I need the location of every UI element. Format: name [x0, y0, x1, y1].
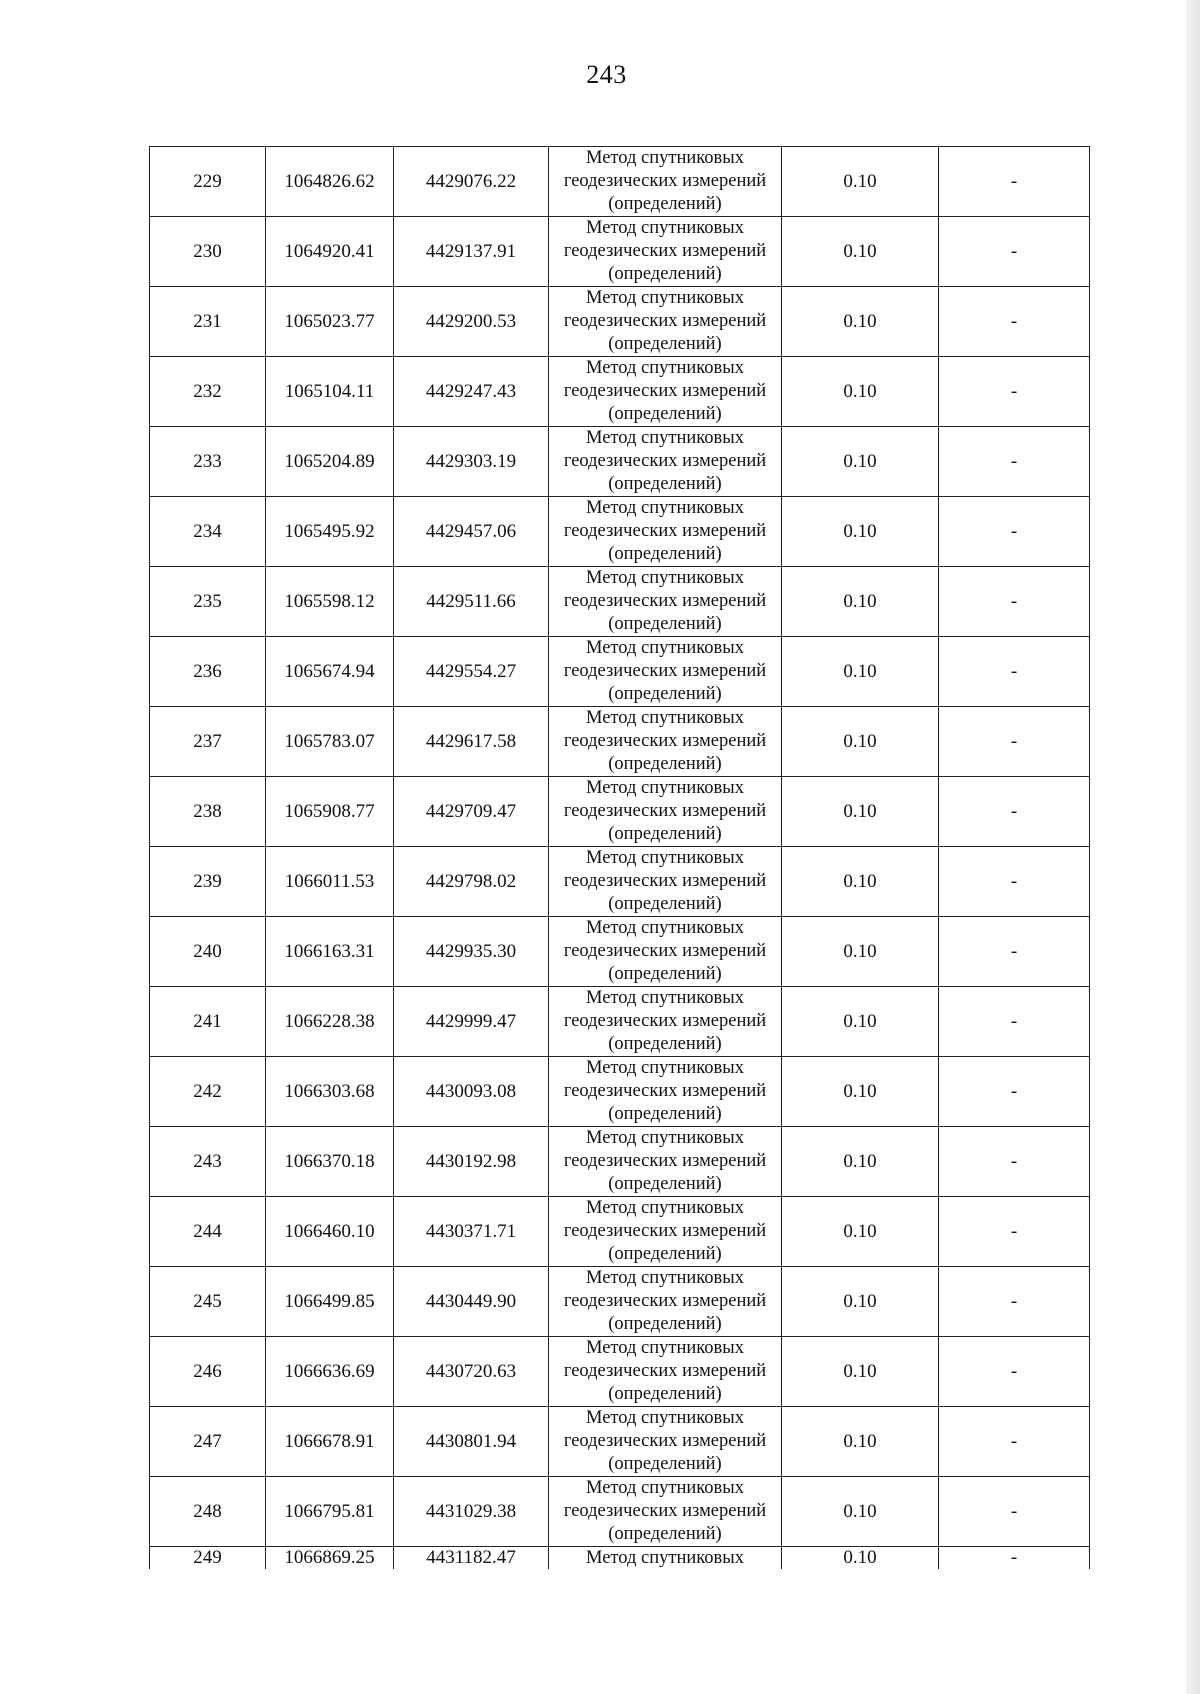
method-cell — [549, 917, 782, 987]
y-coordinate-cell: 4429247.43 — [394, 357, 549, 427]
method-line: (определений) — [608, 544, 722, 564]
y-coordinate-cell: 4429303.19 — [394, 427, 549, 497]
point-number-cell: 241 — [150, 987, 266, 1057]
y-coordinate-cell: 4429617.58 — [394, 707, 549, 777]
point-number-cell: 247 — [150, 1407, 266, 1477]
method-cell — [549, 147, 782, 217]
method-cell — [549, 1407, 782, 1477]
y-coordinate-cell: 4429798.02 — [394, 847, 549, 917]
method-line: (определений) — [608, 474, 722, 494]
note-cell: - — [939, 917, 1090, 987]
method-line: Метод спутниковых — [586, 918, 744, 938]
method-line: (определений) — [608, 964, 722, 984]
x-coordinate-cell: 1065104.11 — [266, 357, 394, 427]
accuracy-cell: 0.10 — [782, 497, 939, 567]
y-coordinate-cell: 4430192.98 — [394, 1127, 549, 1197]
method-line: Метод спутниковых — [586, 568, 744, 588]
table-row — [150, 1127, 1090, 1197]
method-line: (определений) — [608, 754, 722, 774]
x-coordinate-cell: 1065908.77 — [266, 777, 394, 847]
accuracy-cell: 0.10 — [782, 1057, 939, 1127]
table-row-partial — [150, 1547, 1090, 1570]
accuracy-cell: 0.10 — [782, 1477, 939, 1547]
accuracy-cell: 0.10 — [782, 567, 939, 637]
method-cell — [549, 847, 782, 917]
method-line: геодезических измерений — [563, 1151, 767, 1171]
accuracy-cell: 0.10 — [782, 1407, 939, 1477]
note-cell: - — [939, 1197, 1090, 1267]
method-line: геодезических измерений — [563, 1081, 767, 1101]
method-cell — [549, 217, 782, 287]
method-line: геодезических измерений — [563, 451, 767, 471]
table-row — [150, 217, 1090, 287]
method-line: геодезических измерений — [563, 311, 767, 331]
method-line: геодезических измерений — [563, 1431, 767, 1451]
method-cell — [549, 497, 782, 567]
note-cell: - — [939, 287, 1090, 357]
point-number-cell: 246 — [150, 1337, 266, 1407]
method-line: Метод спутниковых — [586, 1408, 744, 1428]
x-coordinate-cell: 1064920.41 — [266, 217, 394, 287]
method-line: Метод спутниковых — [586, 1058, 744, 1078]
note-cell: - — [939, 847, 1090, 917]
y-coordinate-cell: 4429935.30 — [394, 917, 549, 987]
method-line: Метод спутниковых — [586, 848, 744, 868]
method-line: Метод спутниковых — [586, 988, 744, 1008]
accuracy-cell: 0.10 — [782, 917, 939, 987]
table-row — [150, 1477, 1090, 1547]
note-cell: - — [939, 1477, 1090, 1547]
y-coordinate-cell: 4430449.90 — [394, 1267, 549, 1337]
note-cell: - — [939, 217, 1090, 287]
note-cell: - — [939, 1267, 1090, 1337]
table-row — [150, 777, 1090, 847]
x-coordinate-cell: 1065204.89 — [266, 427, 394, 497]
method-line: Метод спутниковых — [586, 288, 744, 308]
method-line: (определений) — [608, 264, 722, 284]
accuracy-cell: 0.10 — [782, 217, 939, 287]
method-line: (определений) — [608, 1174, 722, 1194]
accuracy-cell: 0.10 — [782, 1197, 939, 1267]
method-line: (определений) — [608, 684, 722, 704]
method-cell — [549, 1127, 782, 1197]
point-number-cell: 236 — [150, 637, 266, 707]
y-coordinate-cell: 4429554.27 — [394, 637, 549, 707]
table-row — [150, 637, 1090, 707]
method-line: геодезических измерений — [563, 941, 767, 961]
note-cell: - — [939, 357, 1090, 427]
accuracy-cell: 0.10 — [782, 987, 939, 1057]
y-coordinate-cell: 4431182.47 — [394, 1547, 549, 1570]
method-line: геодезических измерений — [563, 241, 767, 261]
table-row — [150, 287, 1090, 357]
y-coordinate-cell: 4430801.94 — [394, 1407, 549, 1477]
table-row — [150, 1407, 1090, 1477]
method-line: Метод спутниковых — [586, 1478, 744, 1498]
method-line: (определений) — [608, 1244, 722, 1264]
accuracy-cell: 0.10 — [782, 1547, 939, 1570]
point-number-cell: 229 — [150, 147, 266, 217]
x-coordinate-cell: 1066370.18 — [266, 1127, 394, 1197]
method-line: геодезических измерений — [563, 1221, 767, 1241]
note-cell: - — [939, 777, 1090, 847]
method-line: геодезических измерений — [563, 731, 767, 751]
table-row — [150, 987, 1090, 1057]
x-coordinate-cell: 1066011.53 — [266, 847, 394, 917]
y-coordinate-cell: 4430093.08 — [394, 1057, 549, 1127]
method-cell — [549, 1337, 782, 1407]
point-number-cell: 243 — [150, 1127, 266, 1197]
x-coordinate-cell: 1066795.81 — [266, 1477, 394, 1547]
x-coordinate-cell: 1066636.69 — [266, 1337, 394, 1407]
point-number-cell: 231 — [150, 287, 266, 357]
note-cell: - — [939, 1127, 1090, 1197]
method-line: (определений) — [608, 1104, 722, 1124]
x-coordinate-cell: 1066163.31 — [266, 917, 394, 987]
accuracy-cell: 0.10 — [782, 777, 939, 847]
x-coordinate-cell: 1066869.25 — [266, 1547, 394, 1570]
table-row — [150, 1057, 1090, 1127]
method-line: геодезических измерений — [563, 521, 767, 541]
y-coordinate-cell: 4431029.38 — [394, 1477, 549, 1547]
method-line: Метод спутниковых — [586, 1128, 744, 1148]
method-line: (определений) — [608, 334, 722, 354]
method-cell — [549, 357, 782, 427]
point-number-cell: 230 — [150, 217, 266, 287]
table-row — [150, 917, 1090, 987]
note-cell: - — [939, 987, 1090, 1057]
accuracy-cell: 0.10 — [782, 287, 939, 357]
method-line: геодезических измерений — [563, 1361, 767, 1381]
method-line: Метод спутниковых — [586, 498, 744, 518]
method-line: (определений) — [608, 404, 722, 424]
y-coordinate-cell: 4429076.22 — [394, 147, 549, 217]
method-line: Метод спутниковых — [586, 148, 744, 168]
point-number-cell: 248 — [150, 1477, 266, 1547]
method-cell — [549, 707, 782, 777]
point-number-cell: 245 — [150, 1267, 266, 1337]
x-coordinate-cell: 1065023.77 — [266, 287, 394, 357]
accuracy-cell: 0.10 — [782, 1337, 939, 1407]
table-row — [150, 427, 1090, 497]
point-number-cell: 249 — [150, 1547, 266, 1570]
note-cell: - — [939, 497, 1090, 567]
note-cell: - — [939, 1337, 1090, 1407]
method-cell — [549, 1477, 782, 1547]
method-line: (определений) — [608, 1314, 722, 1334]
accuracy-cell: 0.10 — [782, 357, 939, 427]
y-coordinate-cell: 4430720.63 — [394, 1337, 549, 1407]
method-line: Метод спутниковых — [586, 708, 744, 728]
table-row — [150, 497, 1090, 567]
method-cell — [549, 1197, 782, 1267]
method-cell — [549, 637, 782, 707]
y-coordinate-cell: 4429999.47 — [394, 987, 549, 1057]
method-cell — [549, 1057, 782, 1127]
note-cell: - — [939, 1547, 1090, 1570]
page-number: 243 — [586, 60, 627, 89]
method-cell — [549, 567, 782, 637]
y-coordinate-cell: 4429511.66 — [394, 567, 549, 637]
note-cell: - — [939, 1057, 1090, 1127]
accuracy-cell: 0.10 — [782, 707, 939, 777]
accuracy-cell: 0.10 — [782, 1267, 939, 1337]
table-row — [150, 1197, 1090, 1267]
x-coordinate-cell: 1066303.68 — [266, 1057, 394, 1127]
point-number-cell: 235 — [150, 567, 266, 637]
method-line: геодезических измерений — [563, 381, 767, 401]
point-number-cell: 242 — [150, 1057, 266, 1127]
method-line: геодезических измерений — [563, 1291, 767, 1311]
method-line: Метод спутниковых — [586, 1268, 744, 1288]
method-cell — [549, 287, 782, 357]
method-line: геодезических измерений — [563, 171, 767, 191]
y-coordinate-cell: 4429137.91 — [394, 217, 549, 287]
note-cell: - — [939, 567, 1090, 637]
accuracy-cell: 0.10 — [782, 1127, 939, 1197]
point-number-cell: 239 — [150, 847, 266, 917]
method-line: (определений) — [608, 824, 722, 844]
x-coordinate-cell: 1065783.07 — [266, 707, 394, 777]
method-cell: Метод спутниковых — [549, 1547, 782, 1570]
coordinates-table-body — [150, 147, 1090, 1570]
method-line: геодезических измерений — [563, 871, 767, 891]
y-coordinate-cell: 4429457.06 — [394, 497, 549, 567]
point-number-cell: 234 — [150, 497, 266, 567]
method-line: (определений) — [608, 614, 722, 634]
accuracy-cell: 0.10 — [782, 427, 939, 497]
method-line: Метод спутниковых — [586, 358, 744, 378]
method-line: Метод спутниковых — [586, 428, 744, 448]
method-cell — [549, 1267, 782, 1337]
method-line: (определений) — [608, 1454, 722, 1474]
note-cell: - — [939, 707, 1090, 777]
y-coordinate-cell: 4429709.47 — [394, 777, 549, 847]
x-coordinate-cell: 1065598.12 — [266, 567, 394, 637]
method-cell — [549, 427, 782, 497]
method-line: геодезических измерений — [563, 1501, 767, 1521]
note-cell: - — [939, 637, 1090, 707]
method-line: (определений) — [608, 1034, 722, 1054]
method-line: Метод спутниковых — [586, 778, 744, 798]
scan-edge — [1186, 0, 1200, 1694]
point-number-cell: 244 — [150, 1197, 266, 1267]
method-line: Метод спутниковых — [586, 1338, 744, 1358]
accuracy-cell: 0.10 — [782, 847, 939, 917]
table-row — [150, 147, 1090, 217]
point-number-cell: 233 — [150, 427, 266, 497]
accuracy-cell: 0.10 — [782, 637, 939, 707]
x-coordinate-cell: 1064826.62 — [266, 147, 394, 217]
x-coordinate-cell: 1065674.94 — [266, 637, 394, 707]
method-line: геодезических измерений — [563, 591, 767, 611]
note-cell: - — [939, 147, 1090, 217]
note-cell: - — [939, 427, 1090, 497]
point-number-cell: 238 — [150, 777, 266, 847]
note-cell: - — [939, 1407, 1090, 1477]
coordinates-table — [149, 146, 1090, 1569]
accuracy-cell: 0.10 — [782, 147, 939, 217]
table-row — [150, 847, 1090, 917]
x-coordinate-cell: 1066499.85 — [266, 1267, 394, 1337]
table-row — [150, 357, 1090, 427]
method-line: (определений) — [608, 1524, 722, 1544]
point-number-cell: 232 — [150, 357, 266, 427]
y-coordinate-cell: 4429200.53 — [394, 287, 549, 357]
method-line: (определений) — [608, 194, 722, 214]
method-cell — [549, 777, 782, 847]
table-row — [150, 707, 1090, 777]
method-line: геодезических измерений — [563, 1011, 767, 1031]
method-line: Метод спутниковых — [586, 1198, 744, 1218]
method-line: Метод спутниковых — [586, 638, 744, 658]
x-coordinate-cell: 1066460.10 — [266, 1197, 394, 1267]
point-number-cell: 240 — [150, 917, 266, 987]
x-coordinate-cell: 1065495.92 — [266, 497, 394, 567]
method-line: геодезических измерений — [563, 801, 767, 821]
method-cell — [549, 987, 782, 1057]
table-row — [150, 1337, 1090, 1407]
table-row — [150, 1267, 1090, 1337]
point-number-cell: 237 — [150, 707, 266, 777]
x-coordinate-cell: 1066678.91 — [266, 1407, 394, 1477]
method-line: (определений) — [608, 1384, 722, 1404]
y-coordinate-cell: 4430371.71 — [394, 1197, 549, 1267]
x-coordinate-cell: 1066228.38 — [266, 987, 394, 1057]
table-row — [150, 567, 1090, 637]
method-line: (определений) — [608, 894, 722, 914]
method-line: Метод спутниковых — [586, 218, 744, 238]
method-line: геодезических измерений — [563, 661, 767, 681]
